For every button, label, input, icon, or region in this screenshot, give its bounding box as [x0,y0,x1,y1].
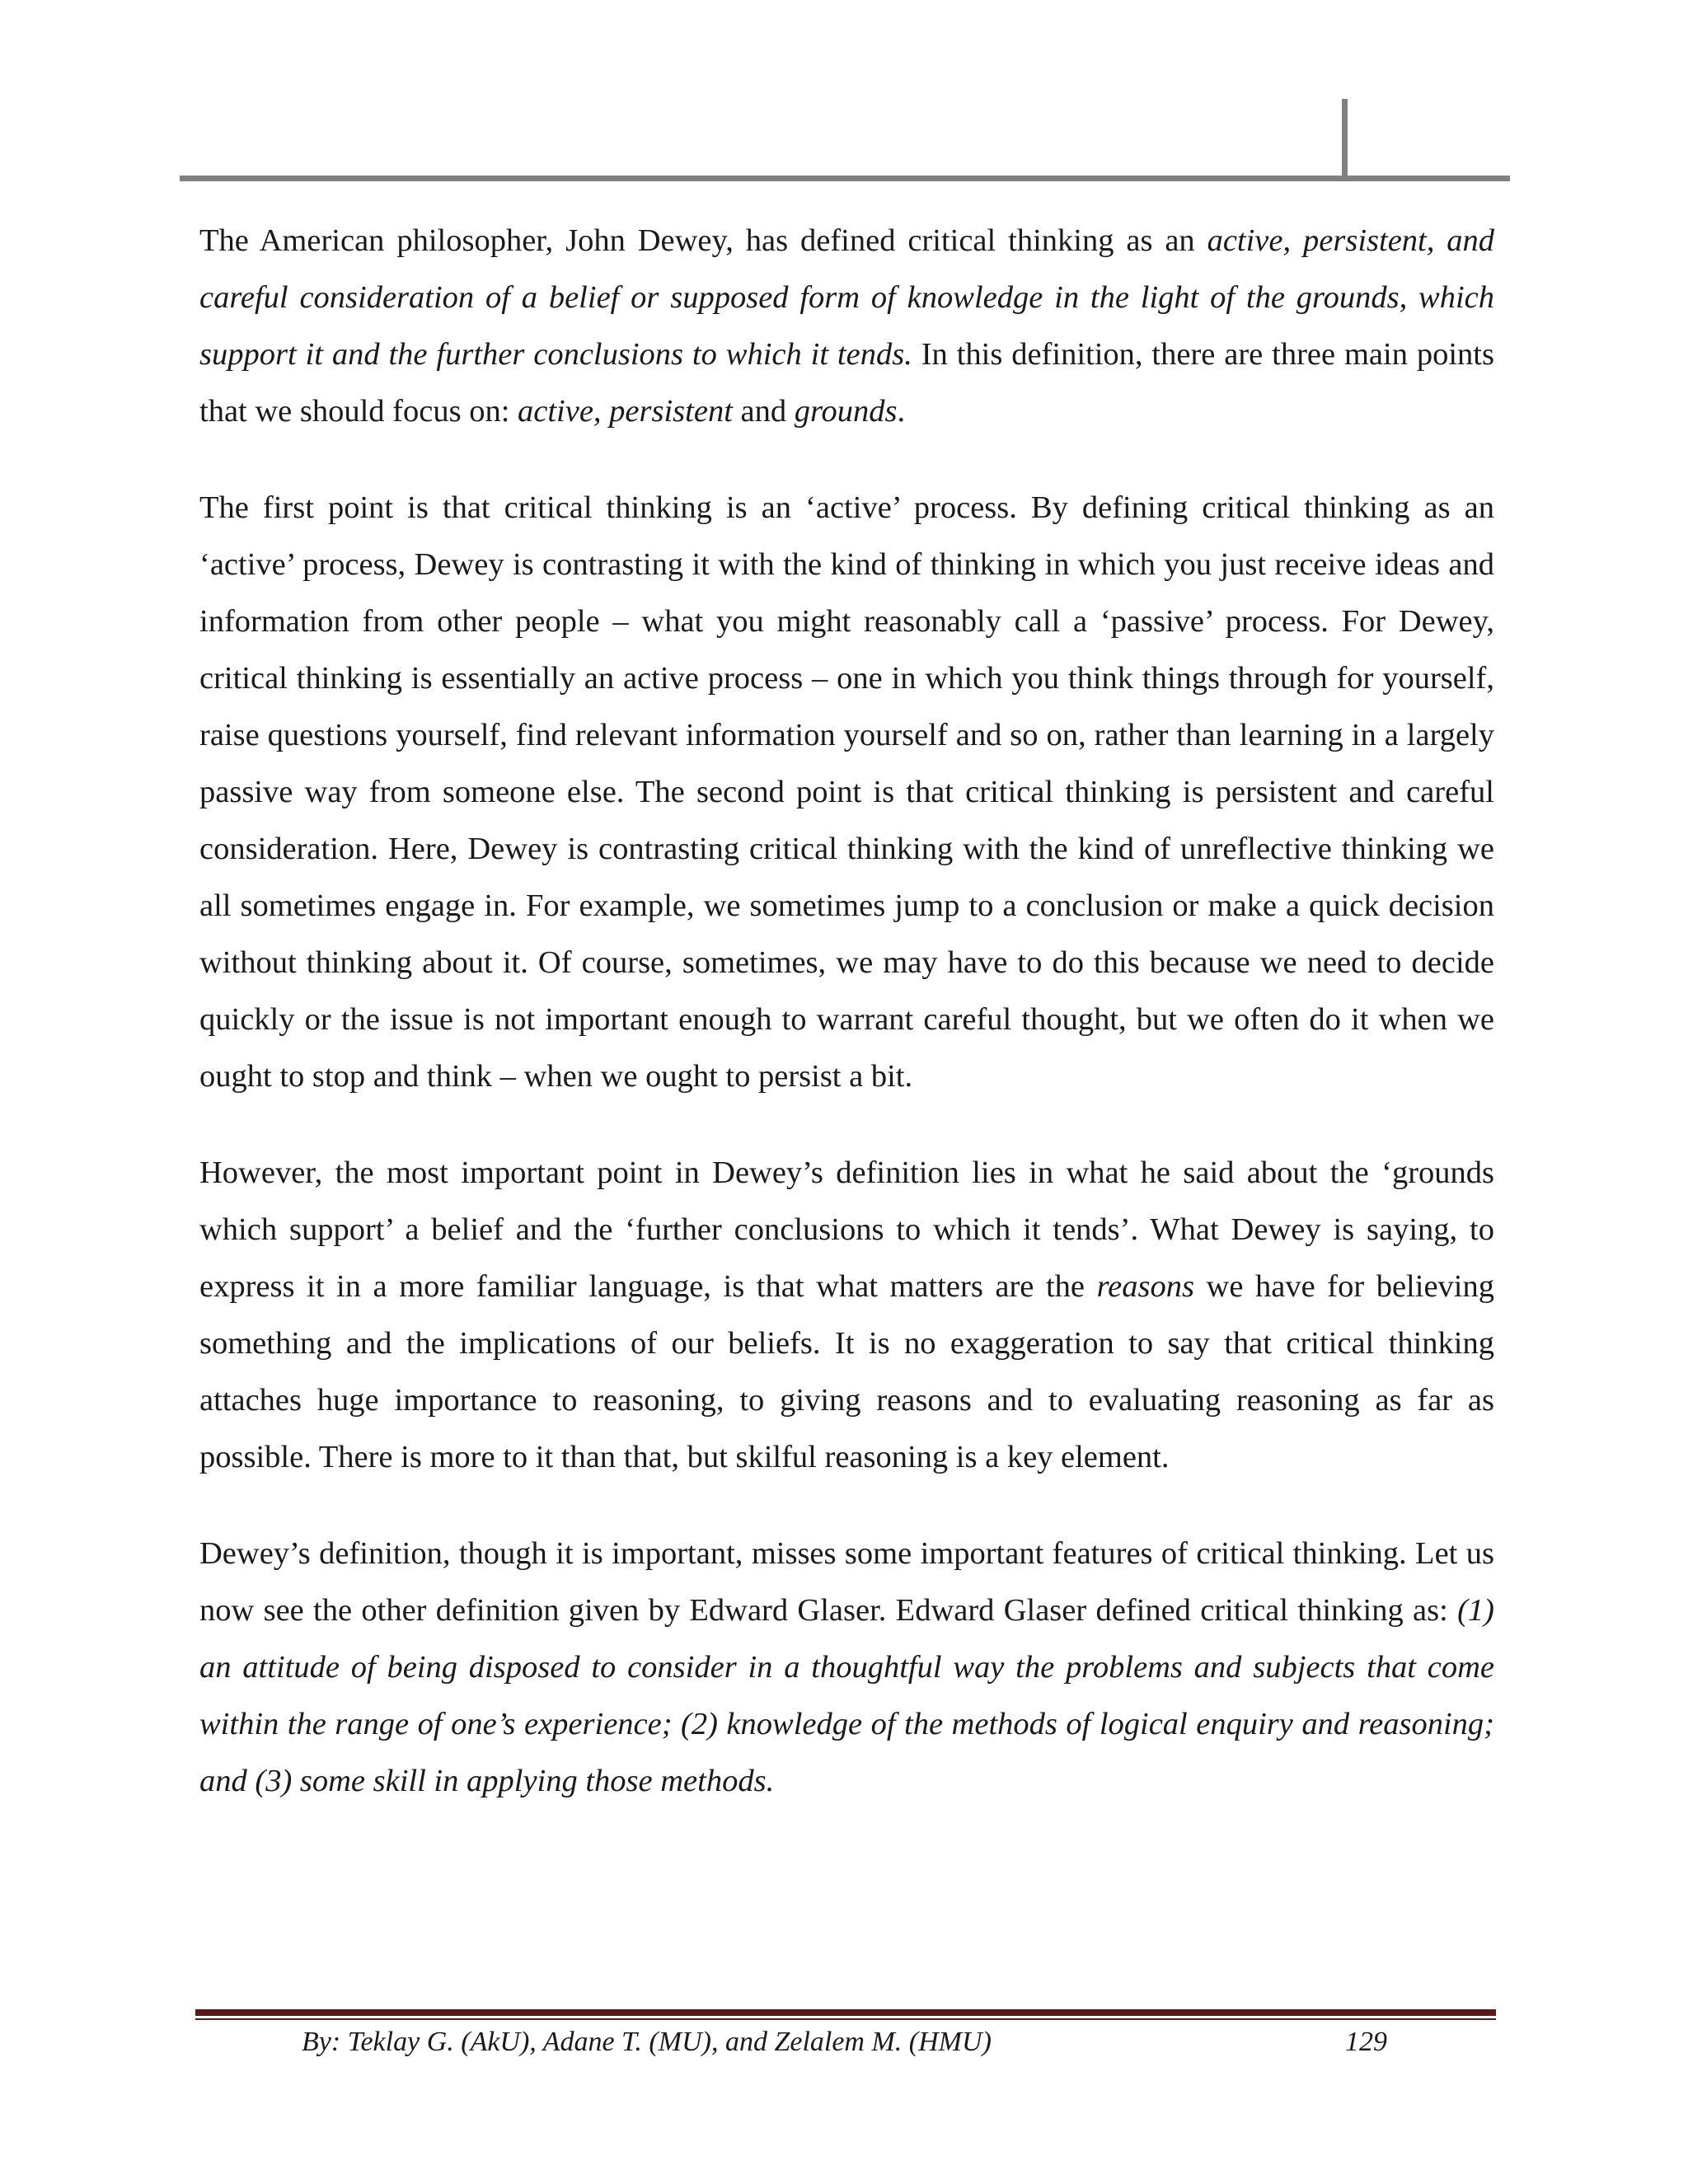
italic-run: reasons [1096,1269,1194,1304]
paragraph-dewey-definition [199,213,1494,440]
italic-run: active, persistent, and careful consideration of a belief or supposed form of knowledge in the light of the grounds, which support it and the further conclusions to which it tends. [199,223,1495,372]
text-run: The American philosopher, John Dewey, has defined critical thinking as an [199,223,1207,258]
paragraph-active-persistent [199,480,1494,1105]
italic-run: active, persistent [518,394,733,429]
italic-run: grounds [794,394,898,429]
header-divider-tick [1342,99,1348,181]
text-run: The first point is that critical thinking is an ‘active’ process. By defining critical thinking as an ‘active’ process, Dewey is contrasting it with the kind of thinking in which you just receive ideas and information from other people – what you might reasonably call a ‘passive’ process. For Dewey, critical thinking is essentially an active process – one in which you think things through for yourself, raise questions yourself, find relevant information yourself and so on, rather than learning in a largely passive way from someone else. The second point is that critical thinking is persistent and careful consideration. Here, Dewey is contrasting critical thinking with the kind of unreflective thinking we all sometimes engage in. For example, we sometimes jump to a conclusion or make a quick decision without thinking about it. Of course, sometimes, we may have to do this because we need to decide quickly or the issue is not important enough to warrant careful thought, but we often do it when we ought to stop and think – when we ought to persist a bit. [199,490,1494,1094]
text-run: However, the most important point in Dewey’s definition lies in what he said about the ‘grounds which support’ a belief and the ‘further conclusions to which it tends’. What Dewey is saying, to express it in a more familiar language, is that what matters are the [199,1155,1494,1304]
text-run: . [897,394,906,429]
text-run: Dewey’s definition, though it is important, misses some important features of critical thinking. Let us now see the other definition given by Edward Glaser. Edward Glaser defined critical thinking as: [199,1536,1494,1628]
text-run: and [732,394,795,429]
italic-run: (1) an attitude of being disposed to consider in a thoughtful way the problems and subjects that come within the range of one’s experience; (2) knowledge of the methods of logical enquiry and reasoning; and (3) some skill in applying those methods. [199,1593,1494,1798]
paragraph-glaser-definition [199,1526,1494,1810]
footer-rule-thin [195,2018,1496,2020]
footer-rule [195,2009,1496,2016]
page-body [199,213,1494,1849]
text-run: In this definition, there are three main points that we should focus on: [199,337,1494,429]
page-number: 129 [1345,2027,1387,2057]
header-rule [180,176,1510,181]
paragraph-grounds-reasons [199,1145,1494,1486]
text-run: we have for believing something and the implications of our beliefs. It is no exaggeration to say that critical thinking attaches huge importance to reasoning, to giving reasons and to evaluating reasoning as far as possible. There is more to it than that, but skilful reasoning is a key element. [199,1269,1494,1474]
footer-authors: By: Teklay G. (AkU), Adane T. (MU), and Zelalem M. (HMU) [302,2027,992,2057]
